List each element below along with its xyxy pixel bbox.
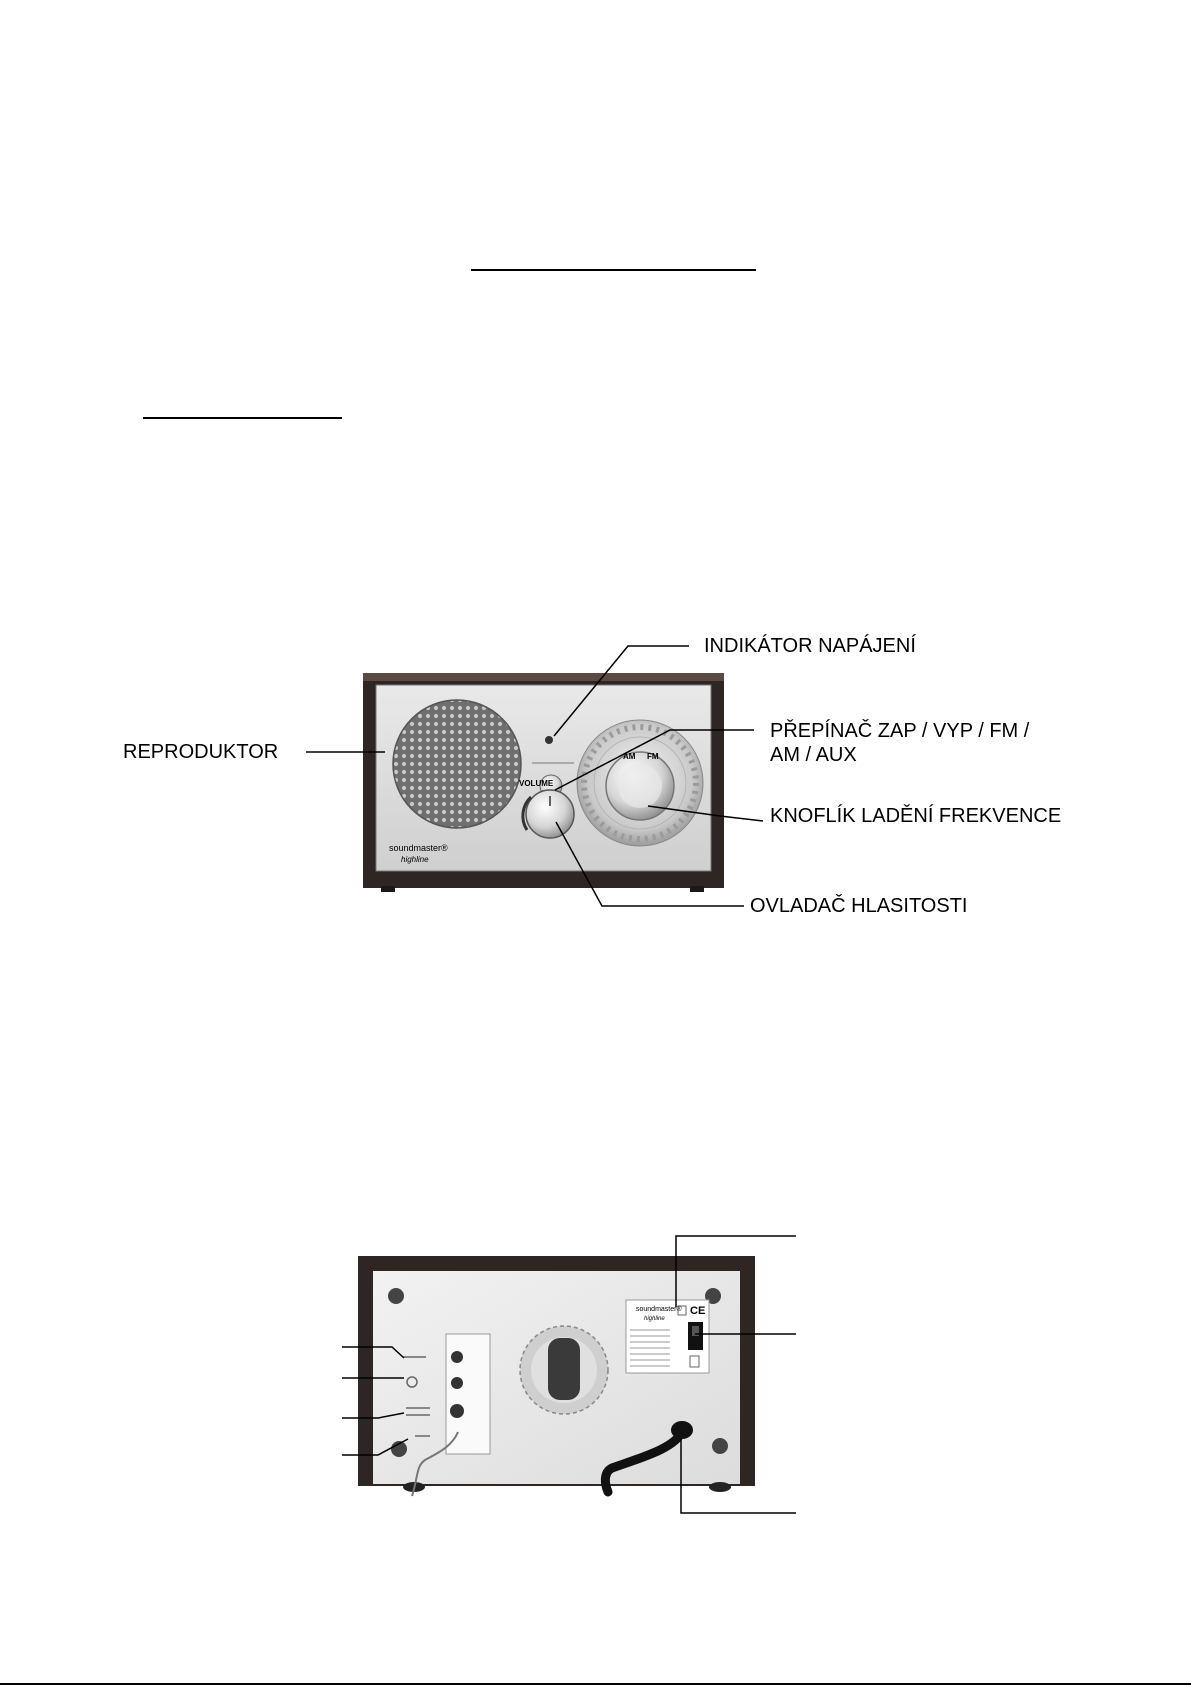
power-cord-grommet xyxy=(671,1421,693,1439)
rear-screw-hole xyxy=(712,1438,728,1454)
radio-brand-front: soundmaster® xyxy=(389,843,448,853)
dial-band-fm: FM xyxy=(647,752,659,761)
rear-tuning-knob xyxy=(548,1338,580,1400)
label-speaker: REPRODUKTOR xyxy=(123,741,279,763)
rear-screw-hole xyxy=(388,1288,404,1304)
radio-sub-brand-front: highline xyxy=(401,855,429,864)
rear-foot-right xyxy=(709,1482,731,1492)
label-mode-switch-line2: AM / AUX xyxy=(770,744,857,766)
jack-dc-in xyxy=(450,1404,464,1418)
label-mode-switch-line1: PŘEPÍNAČ ZAP / VYP / FM / xyxy=(770,720,1030,742)
volume-marking: VOLUME xyxy=(519,779,554,788)
dial-band-am: AM xyxy=(623,752,636,761)
rating-label-sub-brand: highline xyxy=(644,1316,665,1322)
ce-mark: CE xyxy=(690,1305,706,1317)
rating-label-brand: soundmaster® xyxy=(636,1306,682,1313)
label-power-indicator: INDIKÁTOR NAPÁJENÍ xyxy=(704,635,916,657)
jack-headphones xyxy=(451,1377,463,1389)
label-tuning-knob: KNOFLÍK LADĚNÍ FREKVENCE xyxy=(770,805,1062,827)
jack-aux-in xyxy=(451,1351,463,1363)
label-volume-control: OVLADAČ HLASITOSTI xyxy=(750,895,968,917)
jack-panel xyxy=(446,1334,490,1454)
